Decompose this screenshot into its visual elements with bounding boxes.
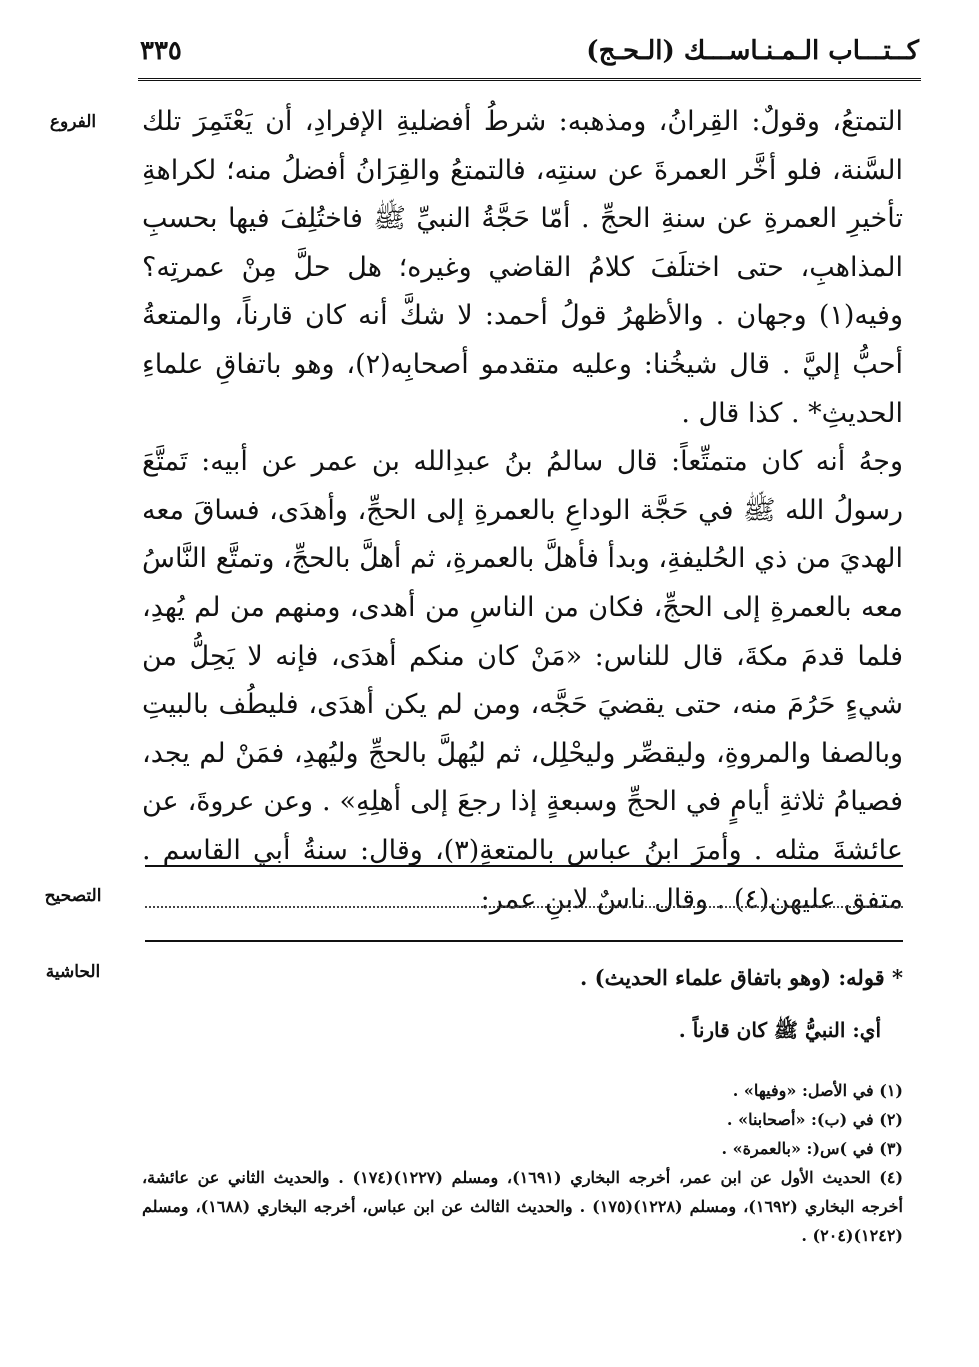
side-label-furu: الفروع [49, 112, 97, 132]
main-text-block [142, 98, 903, 924]
section-rule-top [145, 865, 903, 867]
hashiya-heading: * قوله: (وهو باتفاق علماء الحديث) . [580, 965, 903, 990]
hashiya-text: أي: النبيُّ ﷺ كان قارناً . [678, 1018, 881, 1042]
main-paragraph-1: التمتعُ، وقولٌ: القِرانُ، ومذهبه: شرطُ أفضليةِ الإفرادِ، أن يَعْتَمِرَ تلك السَّنة، فلو أخَّر العمرةَ عن سنتِه، فالتمتعُ والقِرَانُ أفضلُ منه؛ لكراهةِ تأخيرِ العمرةِ عن سنةِ الحجِّ . أمّا حَجَّةُ النبيِّ ﷺ فاختُلِفَ فيها بحسبِ المذاهبِ، حتى اختلَفَ كلامُ القاضي وغيره؛ هل حلَّ مِنْ عمرتِه؟ وفيه(١) وجهان . والأظهرُ قولُ أحمد: لا شكَّ أنه كان قارناً، والمتعةُ أحبُّ إليَّ . قال شيخُنا: وعليه متقدمو أصحابِه(٢)، وهو باتفاقِ علماءِ الحديثِ* . كذا قال . [142, 106, 904, 429]
side-label-tashih: التصحيح [44, 886, 102, 906]
footnote-3: (٣) في )س(: «بالعمرة» . [721, 1139, 903, 1158]
footnote-1: (١) في الأصل: «وفيها» . [732, 1081, 903, 1100]
footnote-2: (٢) في (ب): «أصحابنا» . [726, 1110, 903, 1129]
footnote-4: (٤) الحديث الأول عن ابن عمر، أخرجه البخاري (١٦٩١)، ومسلم (١٢٢٧)(١٧٤) . والحديث الثاني عن عائشة، أخرجه البخاري (١٦٩٢)، ومسلم (١٢٢٨)(١٧٥) . والحديث الثالث عن ابن عباس، أخرجه البخاري (١٦٨٨)، ومسلم (١٢٤٢)(٢٠٤) . [142, 1168, 904, 1245]
header-rule [138, 78, 921, 81]
running-header-title: كــتـــاب الـمـنـاســـك (الـحـج) [586, 36, 919, 66]
footnotes [142, 1076, 903, 1250]
tashih-dotted-line [145, 906, 903, 908]
main-paragraph-2: وجهُ أنه كان متمتِّعاً: قال سالمُ بنُ عبدِالله بن عمر عن أبيه: تَمتَّعَ رسولُ الله ﷺ في حَجَّة الوداعِ بالعمرةِ إلى الحجِّ، وأهدَى، فساقَ معه الهديَ من ذي الحُليفةِ، وبدأ فأهلَّ بالعمرةِ، ثم أهلَّ بالحجِّ، وتمتَّع النَّاسُ معه بالعمرةِ إلى الحجِّ، فكان من الناسِ من أهدى، ومنهم من لم يُهدِ، فلما قدمَ مكةَ، قال للناس: «مَنْ كان منكم أهدَى، فإنه لا يَحِلُّ من شيءٍ حَرُمَ منه، حتى يقضيَ حَجَّه، ومن لم يكن أهدَى، فليطُف بالبيتِ وبالصفا والمروةِ، وليقصِّر وليحْلِل، ثم ليُهلَّ بالحجِّ وليُهدِ، فمَنْ لم يجد، فصيامُ ثلاثةِ أيامٍ في الحجِّ وسبعةٍ إذا رجعَ إلى أهلِهِ» . وعن عروةَ، عن عائشةَ مثله . وأمرَ ابنُ عباس بالمتعةِ(٣)، وقال: سنةُ أبي القاسم . متفق عليهن(٤) . وقال ناسٌ لابنِ عمر: [142, 446, 903, 915]
section-rule-bottom [145, 940, 903, 942]
side-label-hashiya: الحاشية [45, 962, 101, 982]
page-number: ٣٣٥ [140, 36, 182, 66]
